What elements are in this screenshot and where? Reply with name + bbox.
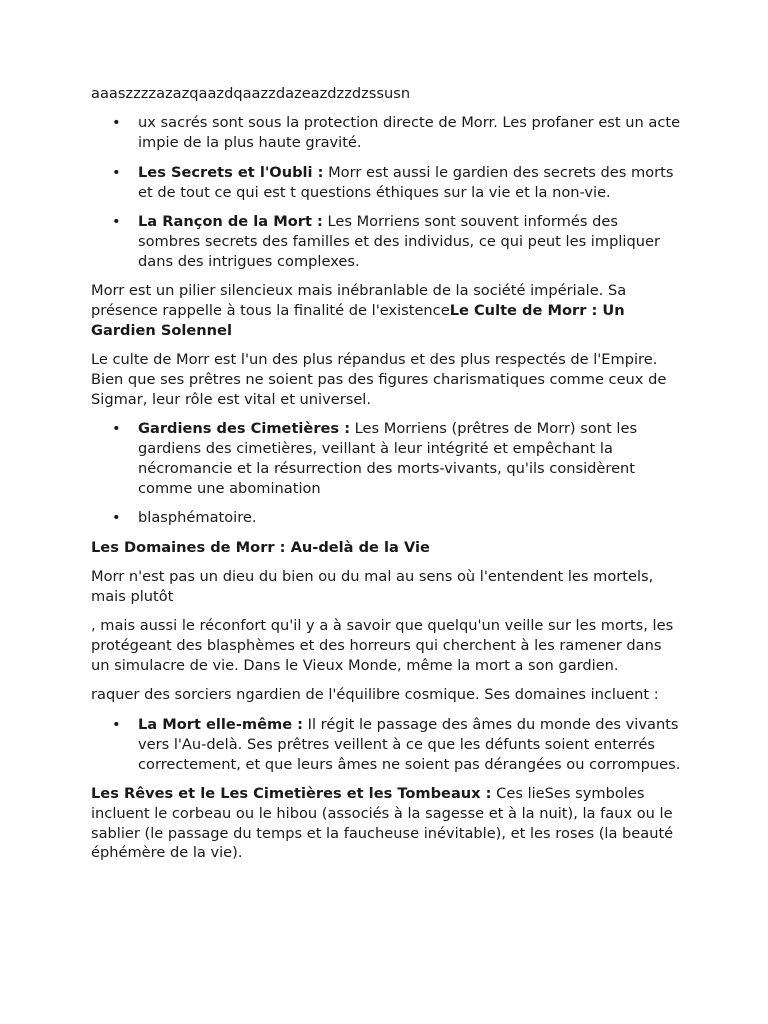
intro-line: aaaszzzzazazqaazdqaazzdazeazdzzdzssusn [91, 85, 411, 102]
list-item-title: La Mort elle-même : [138, 715, 304, 733]
list-item [91, 715, 681, 774]
list-item-title: La Rançon de la Mort : [138, 213, 323, 231]
reves-title: Les Rêves et le Les Cimetières et les Tombeaux : [91, 785, 492, 803]
bullet-icon: • [112, 163, 121, 181]
dieu-paragraph: Morr n'est pas un dieu du bien ou du mal au sens où l'entendent les mortels, mais plutôt [91, 568, 654, 605]
reves-paragraph [91, 784, 681, 863]
list-item [91, 113, 681, 153]
bullet-icon: • [112, 509, 121, 527]
list-item-text: Morr est aussi le gardien des secrets des morts et de tout ce qui est t questions éthiques sur la vie et la non-vie. [138, 163, 674, 201]
list-item [91, 508, 681, 528]
culte-paragraph: Le culte de Morr est l'un des plus répandus et des plus respectés de l'Empire. Bien que ses prêtres ne soient pas des figures charismatiques comme ceux de Sigmar, leur rôle est vital et universel. [91, 351, 667, 408]
document-page [91, 84, 681, 873]
list-item [91, 419, 681, 498]
pillar-paragraph [91, 281, 681, 340]
bullet-list-domaines [91, 715, 681, 774]
raquer-paragraph: raquer des sorciers ngardien de l'équilibre cosmique. Ses domaines incluent : [91, 686, 659, 704]
list-item-text: ux sacrés sont sous la protection directe de Morr. Les profaner est un acte impie de la plus haute gravité. [138, 114, 681, 152]
bullet-list-gardiens [91, 419, 681, 528]
list-item-text: Il régit le passage des âmes du monde des vivants vers l'Au-delà. Ses prêtres veillent à ce que les défunts soient enterrés correctement, et que leurs âmes ne soient pas dérangées ou corrompues. [138, 715, 681, 773]
bullet-icon: • [112, 213, 121, 231]
list-item-title: Gardiens des Cimetières : [138, 420, 351, 438]
domaines-heading: Les Domaines de Morr : Au-delà de la Vie [91, 538, 430, 556]
list-item-text: blasphématoire. [138, 509, 257, 527]
reconfort-paragraph: , mais aussi le réconfort qu'il y a à savoir que quelqu'un veille sur les morts, les protégeant des blasphèmes et des horreurs qui cherchent à les ramener dans un simulacre de vie. Dans le Vieux Monde, même la mort a son gardien. [91, 617, 674, 674]
pillar-text: Morr est un pilier silencieux mais inébranlable de la société impériale. Sa présence rappelle à tous la finalité de l'existence [91, 282, 627, 319]
bullet-list-sacred [91, 113, 681, 271]
bullet-icon: • [112, 715, 121, 733]
reves-text: Ces lieSes symboles incluent le corbeau ou le hibou (associés à la sagesse et à la nuit), la faux ou le sablier (le passage du temps et la faucheuse inévitable), et les roses (la beauté éphémère de la vie). [91, 785, 674, 862]
list-item [91, 212, 681, 271]
list-item-text: Les Morriens (prêtres de Morr) sont les gardiens des cimetières, veillant à leur intégrité et empêchant la nécromancie et la résurrection des morts-vivants, qu'ils considèrent comme une abomination [138, 420, 638, 497]
list-item-text: Les Morriens sont souvent informés des sombres secrets des familles et des individus, ce qui peut les impliquer dans des intrigues complexes. [138, 213, 660, 270]
bullet-icon: • [112, 420, 121, 438]
list-item [91, 163, 681, 203]
list-item-title: Les Secrets et l'Oubli : [138, 163, 324, 181]
bullet-icon: • [112, 114, 121, 132]
culte-heading: Le Culte de Morr : Un Gardien Solennel [91, 301, 625, 339]
